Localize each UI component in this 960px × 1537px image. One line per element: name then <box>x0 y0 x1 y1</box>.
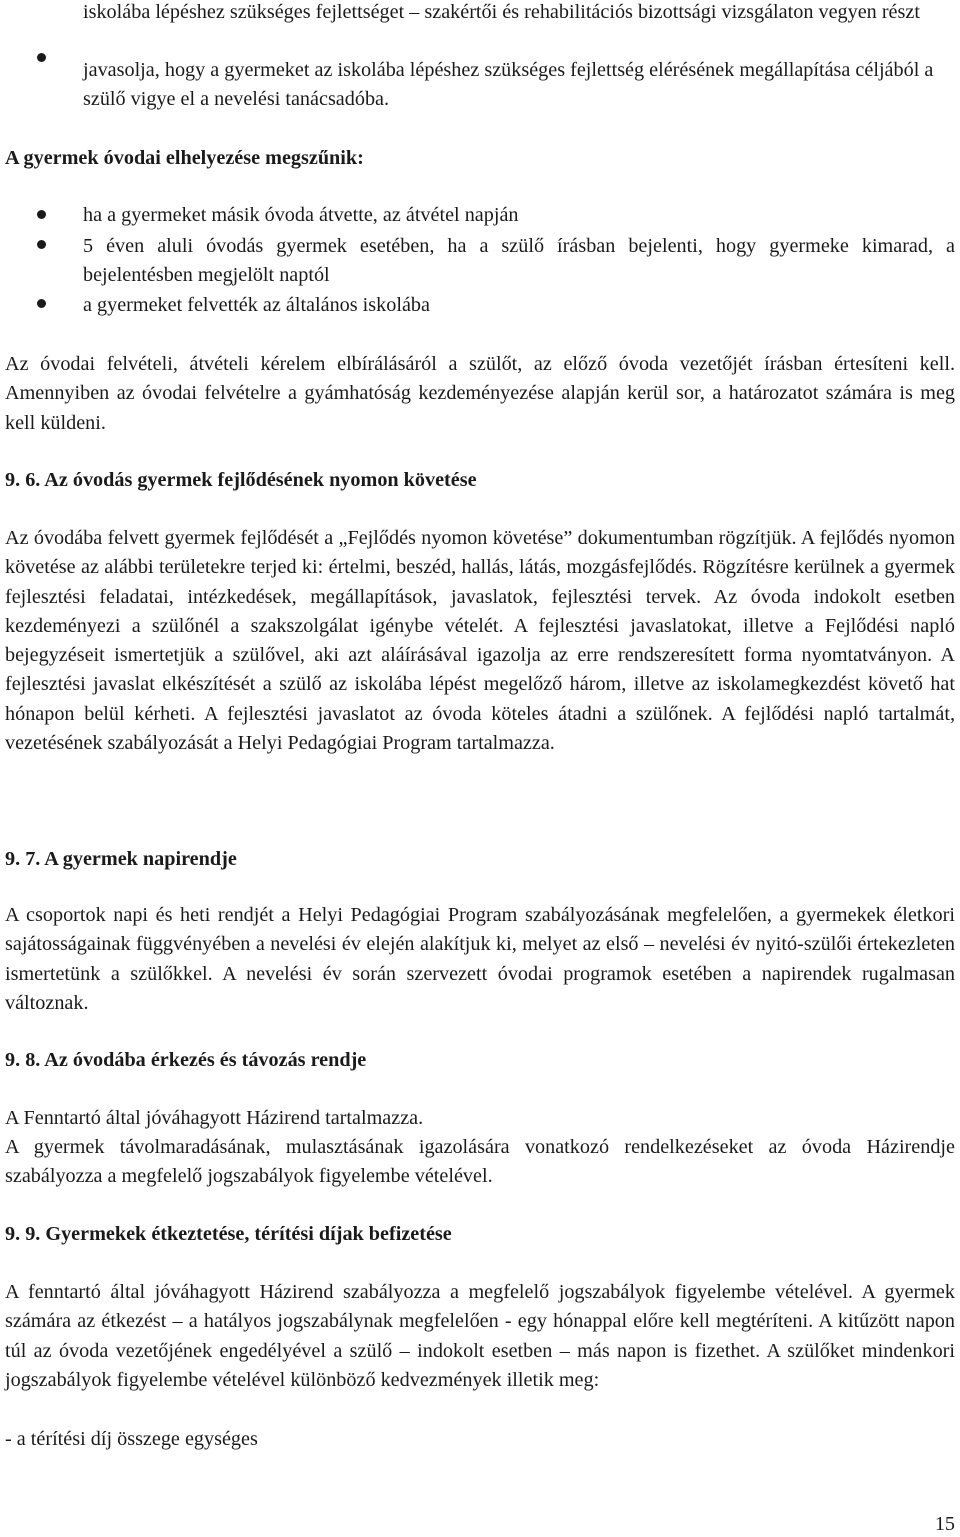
section-heading-9-9: 9. 9. Gyermekek étkeztetése, térítési díjak befizetése <box>5 1223 452 1245</box>
list-item: ha a gyermeket másik óvoda átvette, az átvétel napján <box>83 204 519 226</box>
top-bullet-text: javasolja, hogy a gyermeket az iskolába lépéshez szükséges fejlettség elérésének megállapítása céljából a szülő vigye el a nevelési tanácsadóba. <box>83 59 934 111</box>
bullet-icon <box>37 299 46 308</box>
list-item-dij: - a térítési díj összege egységes <box>5 1428 258 1450</box>
section-heading-9-8: 9. 8. Az óvodába érkezés és távozás rendje <box>5 1049 367 1071</box>
paragraph-felveteli: Az óvodai felvételi, átvételi kérelem elbírálásáról a szülőt, az előző óvoda vezetőjét írásban értesíteni kell. Amennyiben az óvodai felvételre a gyámhatóság kezdeményezése alapján kerül sor, a határozatot számára is meg kell küldeni. <box>5 353 955 434</box>
top-continuation-text: iskolába lépéshez szükséges fejlettséget – szakértői és rehabilitációs bizottsági vizsgálaton vegyen részt <box>83 1 920 23</box>
section-heading-9-7: 9. 7. A gyermek napirendje <box>5 848 237 870</box>
paragraph-etkeztetes: A fenntartó által jóváhagyott Házirend szabályozza a megfelelő jogszabályok figyelembe vételével. A gyermek számára az étkezést – a hatályos jogszabálynak megfelelően - egy hónappal előre kell megtéríteni. A kitűzött napon túl az óvoda vezetőjének engedélyével a szülő – indokolt esetben – más napon is fizethet. A szülőket mindenkori jogszabályok figyelembe vételével különböző kedvezmények illetik meg: <box>5 1281 955 1391</box>
paragraph-hazirend: A Fenntartó által jóváhagyott Házirend tartalmazza. <box>5 1107 424 1129</box>
paragraph-napirend: A csoportok napi és heti rendjét a Helyi Pedagógiai Program szabályozásának megfelelően, a gyermekek életkori sajátosságainak függvényében a nevelési év elején alakítjuk ki, melyet az első – nevelési év nyitó-szülői értekezleten ismertetünk a szülőkkel. A nevelési év során szervezett óvodai programok esetében a napirendek rugalmasan változnak. <box>5 904 955 1014</box>
list-item: 5 éven aluli óvodás gyermek esetében, ha a szülő írásban bejelenti, hogy gyermeke kimarad, a bejelentésben megjelölt naptól <box>83 235 955 287</box>
section-heading-9-6: 9. 6. Az óvodás gyermek fejlődésének nyomon követése <box>5 469 477 491</box>
section-heading-elhelyezes: A gyermek óvodai elhelyezése megszűnik: <box>5 147 364 169</box>
paragraph-fejlodes: Az óvodába felvett gyermek fejlődését a „Fejlődés nyomon követése” dokumentumban rögzítjük. A fejlődés nyomon követése az alábbi területekre terjed ki: értelmi, beszéd, hallás, látás, mozgásfejlődés. Rögzítésre kerülnek a gyermek fejlesztési feladatai, intézkedések, megállapítások, javaslatok, fejlesztési tervek. Az óvoda indokolt esetben kezdeményezi a szülőnél a szakszolgálat igénybe vételét. A fejlesztési javaslatokat, illetve a Fejlődési napló bejegyzéseit ismertetjük a szülővel, aki azt aláírásával igazolja az erre rendszeresített forma nyomtatványon. A fejlesztési javaslat elkészítését a szülő az iskolába lépést megelőző három, illetve az iskolamegkezdést követő hat hónapon belül kérheti. A fejlesztési javaslatot az óvoda köteles átadni a szülőnek. A fejlődési napló tartalmát, vezetésének szabályozását a Helyi Pedagógiai Program tartalmazza. <box>5 527 955 755</box>
paragraph-tavolmaradas: A gyermek távolmaradásának, mulasztásának igazolására vonatkozó rendelkezéseket az óvoda Házirendje szabályozza a megfelelő jogszabályok figyelembe vételével. <box>5 1136 955 1188</box>
bullet-icon <box>37 53 46 62</box>
list-item: a gyermeket felvették az általános iskolába <box>83 294 430 316</box>
page-number: 15 <box>934 1513 955 1535</box>
bullet-icon <box>37 240 46 249</box>
bullet-icon <box>37 210 46 219</box>
